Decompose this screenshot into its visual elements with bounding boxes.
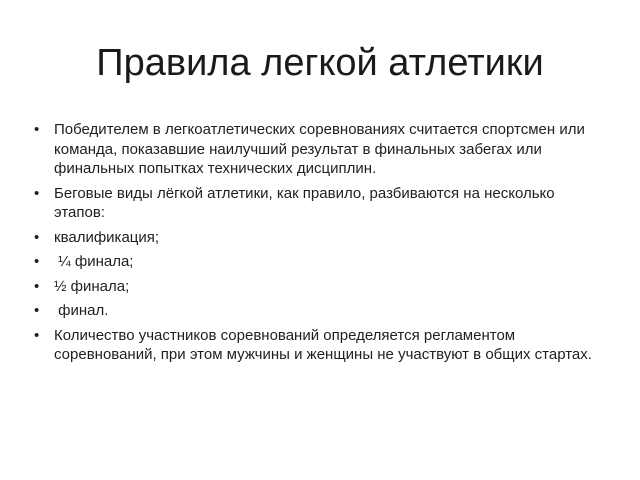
bullet-item (34, 252, 594, 272)
slide-title: Правила легкой атлетики (96, 42, 544, 84)
bullet-text: Количество участников соревнований определяется регламентом соревнований, при этом мужчины и женщины не участвуют в общих стартах. (54, 326, 592, 363)
bullet-item (34, 120, 594, 179)
bullet-text: квалификация; (54, 228, 160, 246)
bullet-list (34, 120, 594, 370)
bullet-text: Беговые виды лёгкой атлетики, как правило, разбиваются на несколько этапов: (54, 184, 559, 221)
bullet-item (34, 184, 594, 223)
bullet-item (34, 277, 594, 297)
bullet-item (34, 326, 594, 365)
bullet-text: ½ финала; (54, 277, 130, 295)
bullet-text: ¼ финала; (54, 253, 134, 270)
bullet-item (34, 301, 594, 321)
bullet-text: финал. (54, 302, 109, 319)
bullet-item (34, 228, 594, 248)
bullet-text: Победителем в легкоатлетических соревнованиях считается спортсмен или команда, показавшие наилучший результат в финальных забегах или финальных попытках технических дисциплин. (54, 121, 590, 177)
